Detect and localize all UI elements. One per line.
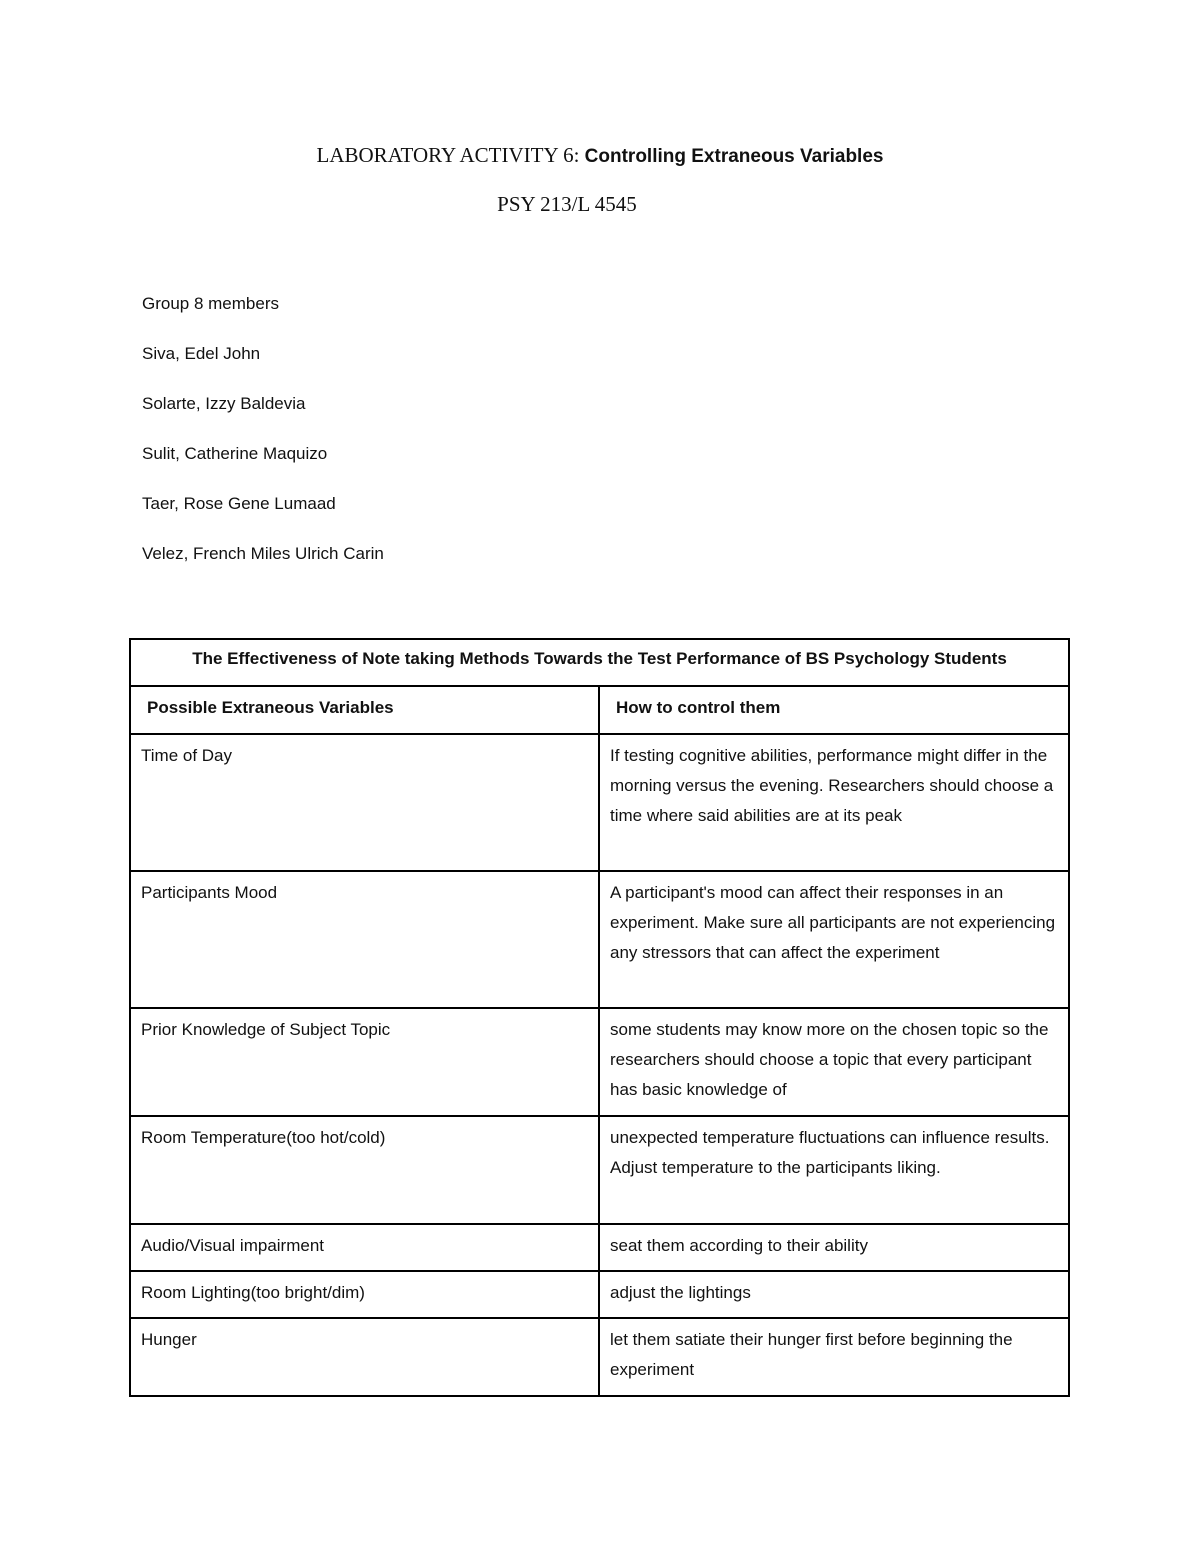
member-name: Sulit, Catherine Maquizo	[142, 444, 328, 463]
variable-cell: Hunger	[130, 1318, 599, 1396]
control-cell: adjust the lightings	[599, 1271, 1069, 1318]
member-name: Solarte, Izzy Baldevia	[142, 394, 306, 413]
table-row	[130, 734, 1069, 871]
variable-cell: Time of Day	[130, 734, 599, 871]
table-row	[130, 1224, 1069, 1271]
control-cell: let them satiate their hunger first before beginning the experiment	[599, 1318, 1069, 1396]
table-row	[130, 1008, 1069, 1116]
group-label: Group 8 members	[142, 294, 279, 313]
table-row	[130, 1318, 1069, 1396]
group-members-list	[142, 292, 384, 592]
control-cell: unexpected temperature fluctuations can influence results. Adjust temperature to the participants liking.	[599, 1116, 1069, 1224]
table-row	[130, 1116, 1069, 1224]
member-name: Taer, Rose Gene Lumaad	[142, 494, 336, 513]
control-cell: A participant's mood can affect their responses in an experiment. Make sure all participants are not experiencing any stressors that can affect the experiment	[599, 871, 1069, 1008]
table-header-row	[130, 686, 1069, 734]
control-cell: If testing cognitive abilities, performance might differ in the morning versus the evening. Researchers should choose a time where said abilities are at its peak	[599, 734, 1069, 871]
header-variables: Possible Extraneous Variables	[130, 686, 599, 734]
variable-cell: Room Temperature(too hot/cold)	[130, 1116, 599, 1224]
variable-cell: Participants Mood	[130, 871, 599, 1008]
table-row	[130, 1271, 1069, 1318]
variable-cell: Room Lighting(too bright/dim)	[130, 1271, 599, 1318]
member-name: Siva, Edel John	[142, 344, 261, 363]
member-name: Velez, French Miles Ulrich Carin	[142, 544, 384, 563]
header-control: How to control them	[599, 686, 1069, 734]
variable-cell: Prior Knowledge of Subject Topic	[130, 1008, 599, 1116]
table-row	[130, 871, 1069, 1008]
variable-cell: Audio/Visual impairment	[130, 1224, 599, 1271]
title-topic: Controlling Extraneous Variables	[584, 146, 884, 167]
course-code: PSY 213/L 4545	[497, 192, 637, 216]
extraneous-variables-table	[129, 638, 1070, 1397]
table-caption: The Effectiveness of Note taking Methods Towards the Test Performance of BS Psychology Students	[130, 639, 1069, 686]
control-cell: seat them according to their ability	[599, 1224, 1069, 1271]
title-activity: LABORATORY ACTIVITY 6:	[316, 143, 580, 167]
table-caption-row	[130, 639, 1069, 686]
document-title	[0, 143, 1200, 168]
control-cell: some students may know more on the chosen topic so the researchers should choose a topic that every participant has basic knowledge of	[599, 1008, 1069, 1116]
